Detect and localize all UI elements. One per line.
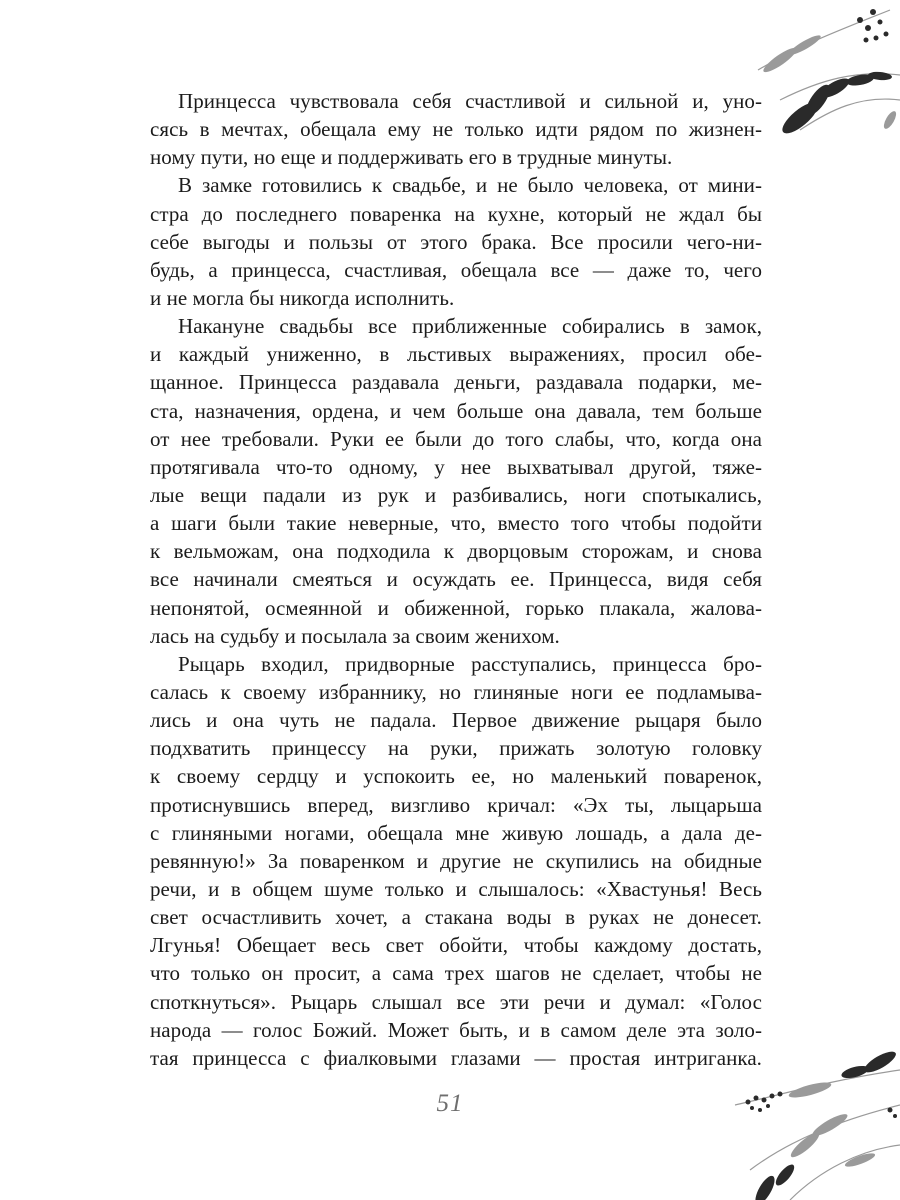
paragraph — [150, 87, 762, 171]
text-line: непонятой, осмеянной и обиженной, горько плакала, жалова- — [150, 595, 762, 620]
text-line: свет осчастливить хочет, а стакана воды в руках не донесет. — [150, 905, 762, 930]
text-line: будь, а принцесса, счастливая, обещала все — даже то, чего — [150, 257, 762, 282]
text-line: ста, назначения, ордена, и чем больше она давала, тем больше — [150, 398, 762, 423]
text-line: тая принцесса с фиалковыми глазами — простая интриганка. — [150, 1045, 762, 1070]
text-line: и каждый униженно, в льстивых выражениях, просил обе- — [150, 342, 762, 367]
paragraph — [150, 312, 762, 650]
text-line: лые вещи падали из рук и разбивались, ноги спотыкались, — [150, 482, 762, 507]
text-line: стра до последнего поваренка на кухне, который не ждал бы — [150, 201, 762, 226]
text-line: В замке готовились к свадьбе, и не было человека, от мини- — [178, 173, 762, 198]
text-line: а шаги были такие неверные, что, вместо того чтобы подойти — [150, 511, 762, 536]
text-line: подхватить принцессу на руки, прижать золотую головку — [150, 736, 762, 761]
text-line: сясь в мечтах, обещала ему не только идти рядом по жизнен- — [150, 117, 762, 142]
text-line: речи, и в общем шуме только и слышалось: «Хвастунья! Весь — [150, 876, 762, 901]
text-line: к своему сердцу и успокоить ее, но маленький поваренок, — [150, 764, 762, 789]
text-line: и не могла бы никогда исполнить. — [150, 285, 455, 310]
paragraph — [150, 171, 762, 312]
text-line: с глиняными ногами, обещала мне живую лошадь, а дала де- — [150, 820, 762, 845]
botanical-ornament-bottom-icon — [730, 1050, 900, 1200]
text-line: споткнуться». Рыцарь слышал все эти речи и думал: «Голос — [150, 989, 762, 1014]
text-line: протягивала что-то одному, у нее выхватывал другой, тяже- — [150, 454, 762, 479]
text-line: ревянную!» За поваренком и другие не скупились на обидные — [150, 848, 762, 873]
text-line: все начинали смеяться и осуждать ее. Принцесса, видя себя — [150, 567, 762, 592]
text-line: Накануне свадьбы все приближенные собирались в замок, — [178, 314, 762, 339]
text-line: ному пути, но еще и поддерживать его в трудные минуты. — [150, 145, 673, 170]
text-line: от нее требовали. Руки ее были до того слабы, что, когда она — [150, 426, 762, 451]
text-line: лись и она чуть не падала. Первое движение рыцаря было — [150, 708, 762, 733]
text-line: лась на судьбу и посылала за своим женихом. — [150, 623, 560, 648]
text-line: Лгунья! Обещает весь свет обойти, чтобы каждому достать, — [150, 933, 762, 958]
botanical-ornament-top-icon — [740, 0, 900, 140]
text-line: что только он просит, а сама трех шагов не сделает, чтобы не — [150, 961, 762, 986]
text-line: салась к своему избраннику, но глиняные ноги ее подламыва- — [150, 679, 762, 704]
text-line: себе выгоды и пользы от этого брака. Все просили чего-ни- — [150, 229, 762, 254]
text-line: протиснувшись вперед, визгливо кричал: «Эх ты, лыцарьша — [150, 792, 762, 817]
page-number: 51 — [436, 1090, 464, 1117]
text-line: Рыцарь входил, придворные расступались, принцесса бро- — [178, 651, 762, 676]
text-line: народа — голос Божий. Может быть, и в самом деле эта золо- — [150, 1017, 762, 1042]
text-line: щанное. Принцесса раздавала деньги, раздавала подарки, ме- — [150, 370, 762, 395]
text-line: к вельможам, она подходила к дворцовым сторожам, и снова — [150, 539, 762, 564]
page-text — [150, 87, 762, 1072]
text-line: Принцесса чувствовала себя счастливой и сильной и, уно- — [178, 89, 762, 113]
paragraph — [150, 650, 762, 1072]
